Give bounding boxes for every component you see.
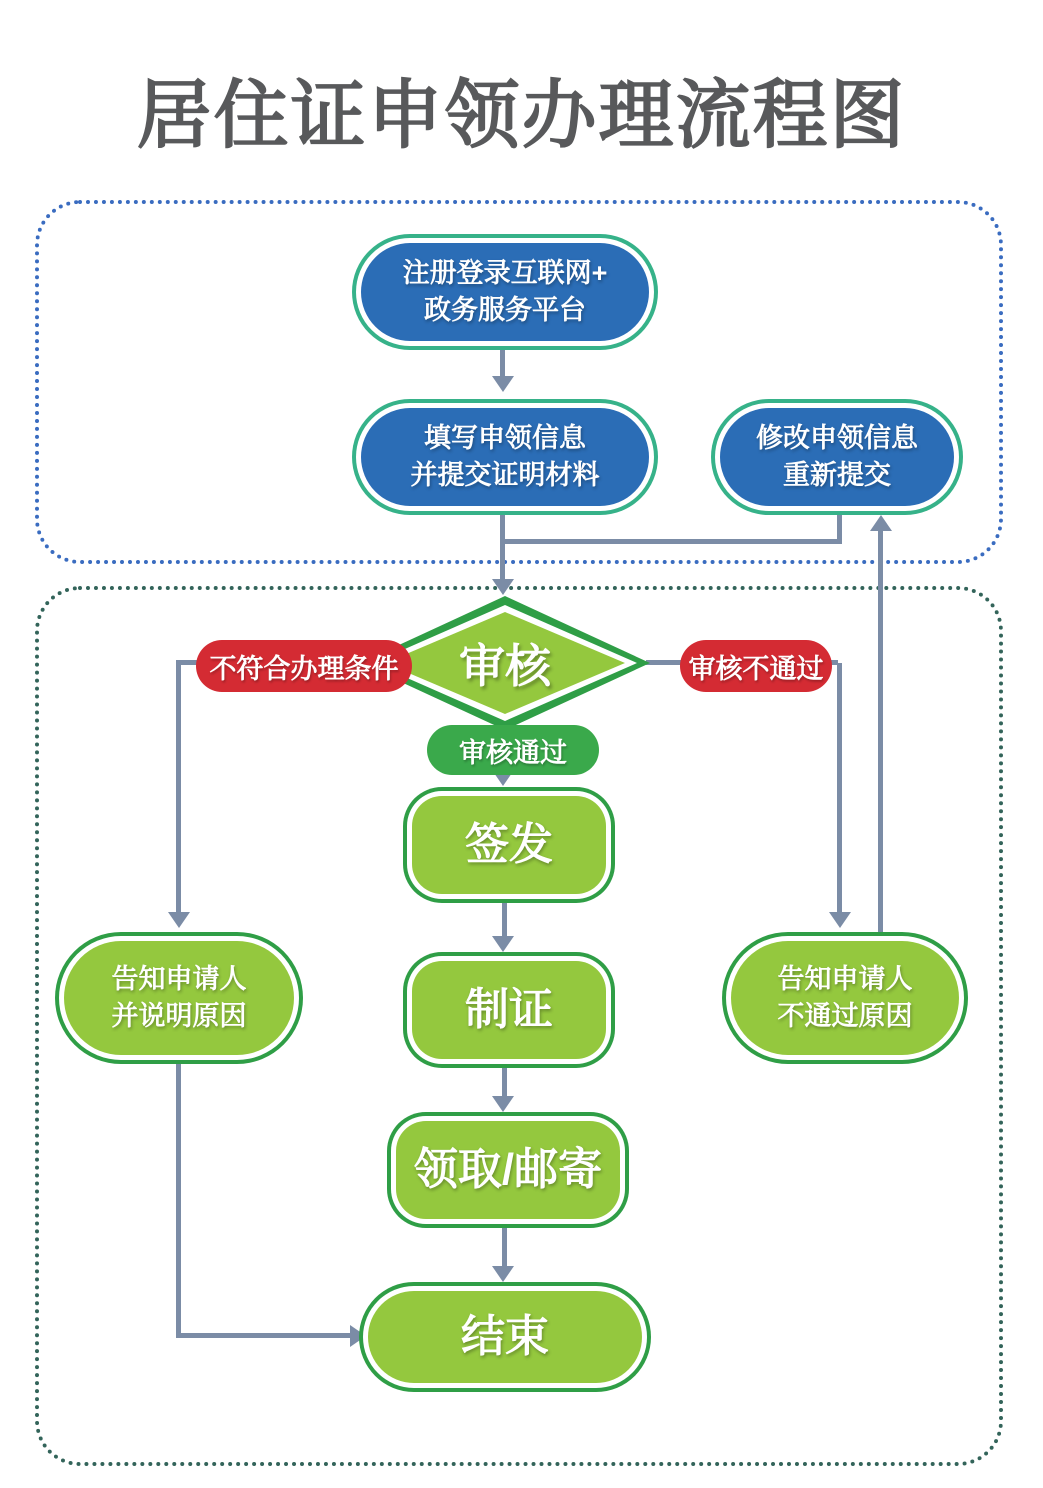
arrowhead-receive-finish: [492, 1266, 514, 1282]
node-notify-left: [64, 941, 294, 1055]
connector-notify-right-to-modify: [878, 531, 883, 932]
node-fill-info-line2: 并提交证明材料: [410, 460, 600, 490]
arrowhead-notify-right: [829, 912, 851, 928]
connector-issue-make: [502, 903, 507, 939]
connector-right-down: [837, 663, 842, 914]
node-modify-line2: 重新提交: [783, 460, 891, 490]
connector-notify-left-finish: [176, 1333, 352, 1338]
node-notify-left-line2: 并说明原因: [111, 1001, 247, 1031]
node-notify-right-line1: 告知申请人: [777, 964, 913, 994]
arrowhead-make-receive: [492, 1096, 514, 1112]
node-register-login: [361, 243, 649, 341]
connector-modify-merge-horizontal: [502, 539, 842, 544]
arrowhead-notify-left: [168, 912, 190, 928]
node-fill-info-line1: 填写申领信息: [424, 423, 586, 453]
edge-label-review-passed: 审核通过: [427, 725, 599, 775]
connector-receive-finish: [502, 1228, 507, 1268]
node-modify-resubmit: [720, 408, 954, 506]
arrowhead-register-fill: [492, 376, 514, 392]
node-fill-info: [361, 408, 649, 506]
connector-register-fill: [500, 350, 505, 378]
edge-label-review-failed: 审核不通过: [680, 640, 832, 692]
node-modify-line1: 修改申领信息: [756, 423, 918, 453]
node-register-line2: 政务服务平台: [424, 295, 586, 325]
node-notify-left-line1: 告知申请人: [111, 964, 247, 994]
arrowhead-fill-review: [492, 579, 514, 595]
page-title: 居住证申领办理流程图: [136, 73, 907, 157]
arrowhead-to-modify: [870, 515, 892, 531]
edge-label-not-eligible: 不符合办理条件: [196, 640, 412, 692]
node-review: 审核: [459, 640, 551, 692]
node-notify-right-line2: 不通过原因: [777, 1001, 913, 1031]
node-notify-right: [731, 941, 959, 1055]
connector-fill-review: [500, 515, 505, 581]
node-register-line1: 注册登录互联网+: [402, 258, 608, 288]
arrowhead-notify-left-finish: [350, 1325, 366, 1347]
connector-modify-down: [837, 515, 842, 544]
connector-left-down: [176, 663, 181, 914]
arrowhead-issue-make: [492, 936, 514, 952]
node-issue: 签发: [412, 796, 606, 894]
node-finish: 结束: [368, 1291, 642, 1383]
node-make-card: 制证: [412, 961, 606, 1059]
node-receive-mail: 领取/邮寄: [396, 1121, 620, 1219]
connector-notify-left-down: [176, 1064, 181, 1338]
